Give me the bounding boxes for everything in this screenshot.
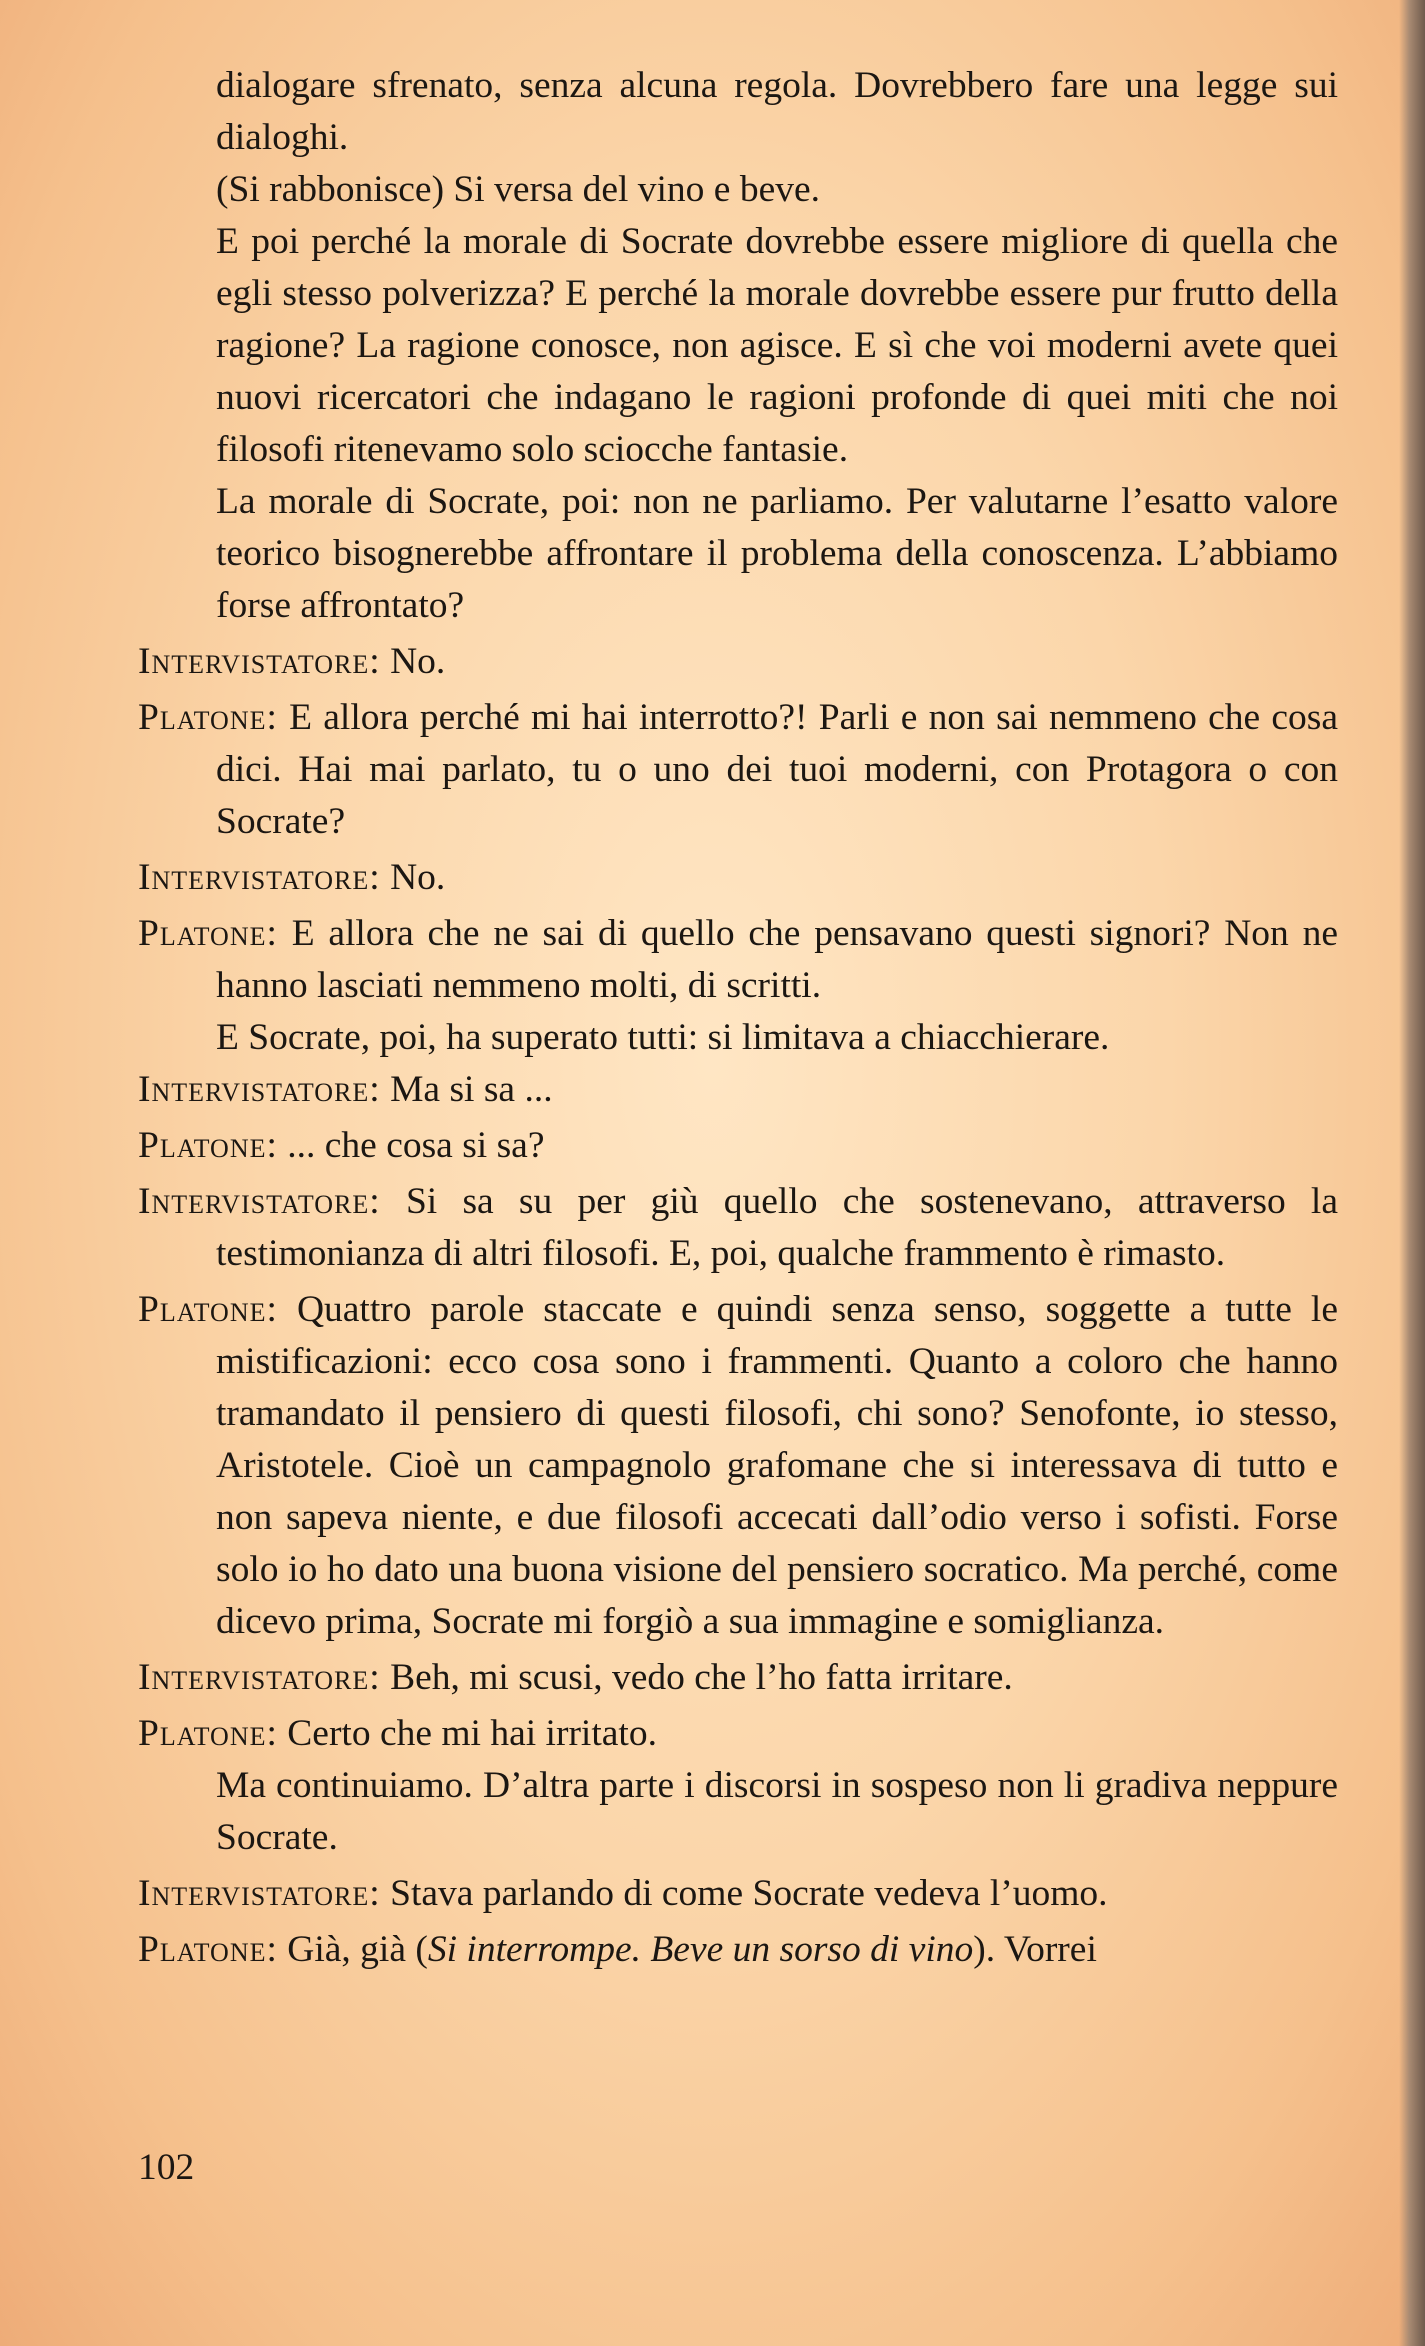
speaker-label: Intervistatore:: [138, 1657, 381, 1698]
paragraph: dialogare sfrenato, senza alcuna regola. Dovrebbero fare una legge sui dialoghi.: [216, 65, 1338, 158]
dialogue-text: Ma si sa ...: [390, 1069, 553, 1110]
dialogue-turn: [138, 1708, 1338, 1760]
dialogue-text: Beh, mi scusi, vedo che l’ho fatta irritare.: [390, 1657, 1013, 1698]
speaker-label: Platone:: [138, 1713, 278, 1754]
speaker-label: Intervistatore:: [138, 641, 381, 682]
speaker-label: Platone:: [138, 913, 278, 954]
dialogue-continuation: E Socrate, poi, ha superato tutti: si limitava a chiacchierare.: [216, 1017, 1110, 1058]
dialogue-turn: [138, 1064, 1338, 1116]
speaker-label: Platone:: [138, 1125, 278, 1166]
page-text: [138, 60, 1338, 1976]
dialogue-turn: [138, 1120, 1338, 1172]
dialogue-turn: [138, 692, 1338, 848]
dialogue-text: No.: [390, 857, 446, 898]
dialogue-continuation: Ma continuiamo. D’altra parte i discorsi in sospeso non li gradiva neppure Socrate.: [216, 1765, 1338, 1858]
dialogue-text-tail: ). Vorrei: [973, 1929, 1097, 1970]
dialogue-turn: [138, 1868, 1338, 1920]
dialogue-text: No.: [390, 641, 446, 682]
paragraph: La morale di Socrate, poi: non ne parliamo. Per valutarne l’esatto valore teorico bisognerebbe affrontare il problema della conoscenza. L’abbiamo forse affrontato?: [216, 481, 1338, 626]
dialogue-turn: [138, 1924, 1338, 1976]
dialogue-text: Stava parlando di come Socrate vedeva l’uomo.: [390, 1873, 1108, 1914]
dialogue-text: Già, già (: [287, 1929, 428, 1970]
dialogue-text: ... che cosa si sa?: [287, 1125, 545, 1166]
speaker-label: Intervistatore:: [138, 1069, 381, 1110]
stage-direction: Si interrompe. Beve un sorso di vino: [427, 1929, 974, 1970]
speaker-label: Platone:: [138, 697, 278, 738]
dialogue-text: Si sa su per giù quello che sostenevano, attraverso la testimonianza di altri filosofi. E, poi, qualche frammento è rimasto.: [216, 1181, 1338, 1274]
paragraph: E poi perché la morale di Socrate dovrebbe essere migliore di quella che egli stesso polverizza? E perché la morale dovrebbe essere pur frutto della ragione? La ragione conosce, non agisce. E sì che voi moderni avete quei nuovi ricercatori che indagano le ragioni profonde di quei miti che noi filosofi ritenevamo solo sciocche fantasie.: [216, 221, 1338, 470]
speaker-label: Platone:: [138, 1289, 278, 1330]
dialogue-text: E allora perché mi hai interrotto?! Parli e non sai nemmeno che cosa dici. Hai mai parlato, tu o uno dei tuoi moderni, con Protagora o con Socrate?: [216, 697, 1338, 842]
dialogue-turn: [138, 852, 1338, 904]
page-number: 102: [138, 2147, 195, 2188]
dialogue-text: Certo che mi hai irritato.: [287, 1713, 657, 1754]
speaker-label: Intervistatore:: [138, 1181, 381, 1222]
dialogue-turn: [138, 636, 1338, 688]
dialogue-text: Quattro parole staccate e quindi senza senso, soggette a tutte le mistificazioni: ecco cosa sono i frammenti. Quanto a coloro che hanno tramandato il pensiero di questi filosofi, chi sono? Senofonte, io stesso, Aristotele. Cioè un campagnolo grafomane che si interessava di tutto e non sapeva niente, e due filosofi accecati dall’odio verso i sofisti. Forse solo io ho dato una buona visione del pensiero socratico. Ma perché, come dicevo prima, Socrate mi forgiò a sua immagine e somiglianza.: [216, 1289, 1338, 1642]
speaker-label: Platone:: [138, 1929, 278, 1970]
dialogue-turn: [138, 1284, 1338, 1648]
speaker-label: Intervistatore:: [138, 1873, 381, 1914]
dialogue-turn: [138, 1176, 1338, 1280]
dialogue-turn: [138, 908, 1338, 1012]
dialogue-text: E allora che ne sai di quello che pensavano questi signori? Non ne hanno lasciati nemmeno molti, di scritti.: [216, 913, 1338, 1006]
page-edge-shadow: [1399, 0, 1425, 2346]
speaker-label: Intervistatore:: [138, 857, 381, 898]
dialogue-turn: [138, 1652, 1338, 1704]
paragraph: (Si rabbonisce) Si versa del vino e beve.: [216, 169, 820, 210]
